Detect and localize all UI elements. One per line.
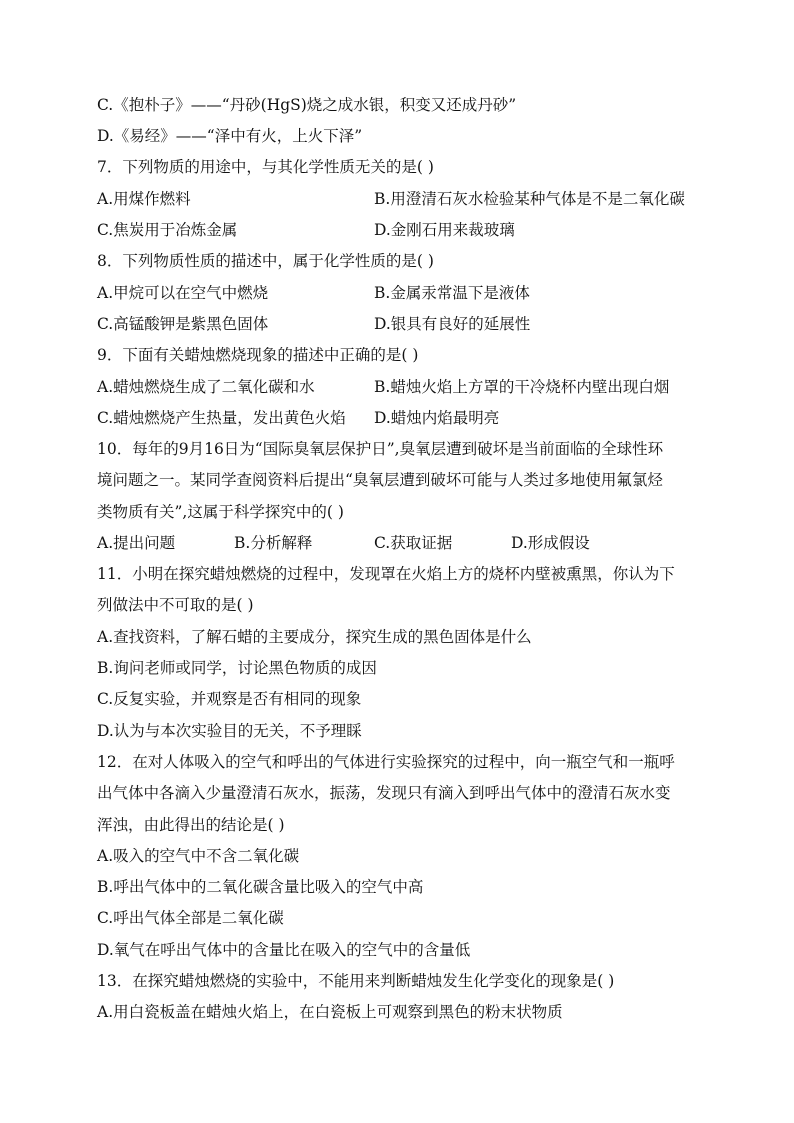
question-12-line-1: 12．在对人体吸入的空气和呼出的气体进行实验探究的过程中，向一瓶空气和一瓶呼 — [97, 753, 675, 771]
q9-option-d: D.蜡烛内焰最明亮 — [374, 409, 500, 427]
q11-option-a: A.查找资料，了解石蜡的主要成分，探究生成的黑色固体是什么 — [97, 628, 532, 646]
q10-option-c: C.获取证据 — [374, 534, 453, 552]
question-10-line-1: 10．每年的9月16日为“国际臭氧层保护日”,臭氧层遭到破坏是当前面临的全球性环 — [97, 440, 664, 458]
q10-option-d: D.形成假设 — [511, 534, 590, 552]
q12-option-c: C.呼出气体全部是二氧化碳 — [97, 909, 284, 927]
question-9: 9．下面有关蜡烛燃烧现象的描述中正确的是( ) — [97, 346, 419, 364]
q7-option-a: A.用煤作燃料 — [97, 190, 191, 208]
q13-option-a: A.用白瓷板盖在蜡烛火焰上，在白瓷板上可观察到黑色的粉末状物质 — [97, 1003, 563, 1021]
q8-option-c: C.高锰酸钾是紫黑色固体 — [97, 315, 269, 333]
q9-option-c: C.蜡烛燃烧产生热量，发出黄色火焰 — [97, 409, 346, 427]
q11-option-b: B.询问老师或同学，讨论黑色物质的成因 — [97, 659, 377, 677]
q10-option-a: A.提出问题 — [97, 534, 176, 552]
q9-option-a: A.蜡烛燃烧生成了二氧化碳和水 — [97, 378, 315, 396]
question-13: 13．在探究蜡烛燃烧的实验中，不能用来判断蜡烛发生化学变化的现象是( ) — [97, 972, 615, 990]
q11-option-c: C.反复实验，并观察是否有相同的现象 — [97, 690, 362, 708]
q10-option-b: B.分析解释 — [234, 534, 313, 552]
q12-option-b: B.呼出气体中的二氧化碳含量比吸入的空气中高 — [97, 878, 424, 896]
question-11-line-2: 列做法中不可取的是( ) — [97, 596, 254, 614]
q12-option-a: A.吸入的空气中不含二氧化碳 — [97, 847, 300, 865]
q9-option-b: B.蜡烛火焰上方罩的干冷烧杯内壁出现白烟 — [374, 378, 670, 396]
q7-option-b: B.用澄清石灰水检验某种气体是不是二氧化碳 — [374, 190, 685, 208]
question-12-line-3: 浑浊，由此得出的结论是( ) — [97, 816, 285, 834]
question-7: 7．下列物质的用途中，与其化学性质无关的是( ) — [97, 158, 434, 176]
question-12-line-2: 出气体中各滴入少量澄清石灰水，振荡，发现只有滴入到呼出气体中的澄清石灰水变 — [97, 784, 671, 802]
question-8: 8．下列物质性质的描述中，属于化学性质的是( ) — [97, 252, 434, 270]
q7-option-c: C.焦炭用于冶炼金属 — [97, 221, 238, 239]
q8-option-a: A.甲烷可以在空气中燃烧 — [97, 284, 269, 302]
q12-option-d: D.氧气在呼出气体中的含量比在吸入的空气中的含量低 — [97, 941, 471, 959]
option-6c: C.《抱朴子》——“丹砂(HgS)烧之成水银，积变又还成丹砂” — [97, 96, 517, 114]
question-11-line-1: 11．小明在探究蜡烛燃烧的过程中，发现罩在火焰上方的烧杯内壁被熏黑，你认为下 — [97, 565, 675, 583]
q8-option-d: D.银具有良好的延展性 — [374, 315, 531, 333]
question-10-line-3: 类物质有关”,这属于科学探究中的( ) — [97, 503, 344, 521]
q11-option-d: D.认为与本次实验目的无关，不予理睬 — [97, 722, 362, 740]
question-10-line-2: 境问题之一。某同学查阅资料后提出“臭氧层遭到破坏可能与人类过多地使用氟氯烃 — [97, 471, 663, 489]
q7-option-d: D.金刚石用来裁玻璃 — [374, 221, 515, 239]
q8-option-b: B.金属汞常温下是液体 — [374, 284, 530, 302]
option-6d: D.《易经》——“泽中有火，上火下泽” — [97, 127, 363, 145]
